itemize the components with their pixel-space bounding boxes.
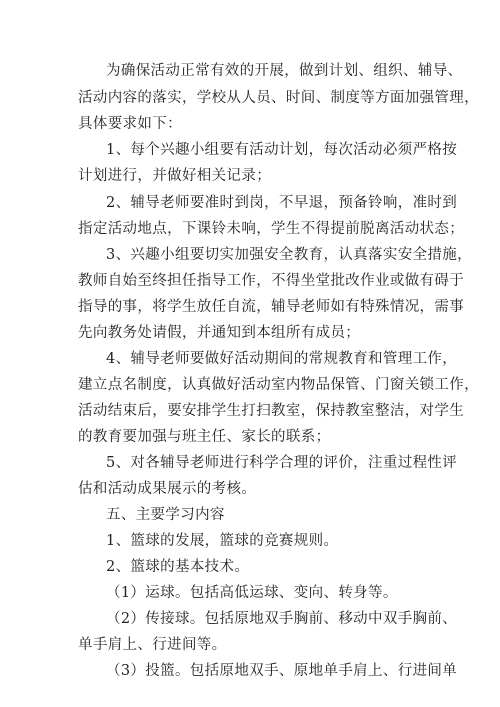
list-item-line: 先向教务处请假，并通知到本组所有成员； bbox=[78, 325, 361, 341]
list-item-line: 活动结束后，要安排学生打扫教室，保持教室整洁，对学生 bbox=[78, 403, 465, 419]
list-item-line: 估和活动成果展示的考核。 bbox=[78, 481, 257, 497]
list-item-line: （1）运球。包括高低运球、变向、转身等。 bbox=[106, 585, 398, 601]
list-item-line: （3）投篮。包括原地双手、原地单手肩上、行进间单 bbox=[106, 663, 458, 679]
list-item-line: 教师自始至终担任指导工作，不得坐堂批改作业或做有碍于 bbox=[78, 273, 465, 289]
list-item-line: 建立点名制度，认真做好活动室内物品保管、门窗关锁工作， bbox=[78, 377, 479, 393]
paragraph-line: 活动内容的落实，学校从人员、时间、制度等方面加强管理， bbox=[78, 90, 479, 106]
paragraph-line: 具体要求如下： bbox=[78, 116, 182, 132]
list-item-line: 5、对各辅导老师进行科学合理的评价，注重过程性评 bbox=[106, 455, 458, 471]
list-item-line: 计划进行，并做好相关记录； bbox=[78, 168, 272, 184]
section-heading: 五、主要学习内容 bbox=[106, 507, 225, 523]
list-item-line: 指导的事，将学生放任自流，辅导老师如有特殊情况，需事 bbox=[78, 299, 465, 315]
list-item-line: 4、辅导老师要做好活动期间的常规教育和管理工作， bbox=[106, 351, 458, 367]
list-item-line: 单手肩上、行进间等。 bbox=[78, 637, 227, 653]
list-item-line: 2、辅导老师要准时到岗，不早退，预备铃响，准时到 bbox=[106, 195, 458, 211]
list-item-line: 1、每个兴趣小组要有活动计划，每次活动必须严格按 bbox=[106, 142, 458, 158]
list-item-line: 的教育要加强与班主任、家长的联系； bbox=[78, 429, 331, 445]
list-item-line: 1、篮球的发展，篮球的竞赛规则。 bbox=[106, 533, 339, 549]
list-item-line: 3、兴趣小组要切实加强安全教育，认真落实安全措施， bbox=[106, 247, 472, 263]
paragraph-line: 为确保活动正常有效的开展，做到计划、组织、辅导、 bbox=[106, 63, 463, 79]
list-item-line: （2）传接球。包括原地双手胸前、移动中双手胸前、 bbox=[106, 611, 458, 627]
list-item-line: 2、篮球的基本技术。 bbox=[106, 559, 250, 575]
list-item-line: 指定活动地点，下课铃未响，学生不得提前脱离活动状态； bbox=[78, 221, 465, 237]
